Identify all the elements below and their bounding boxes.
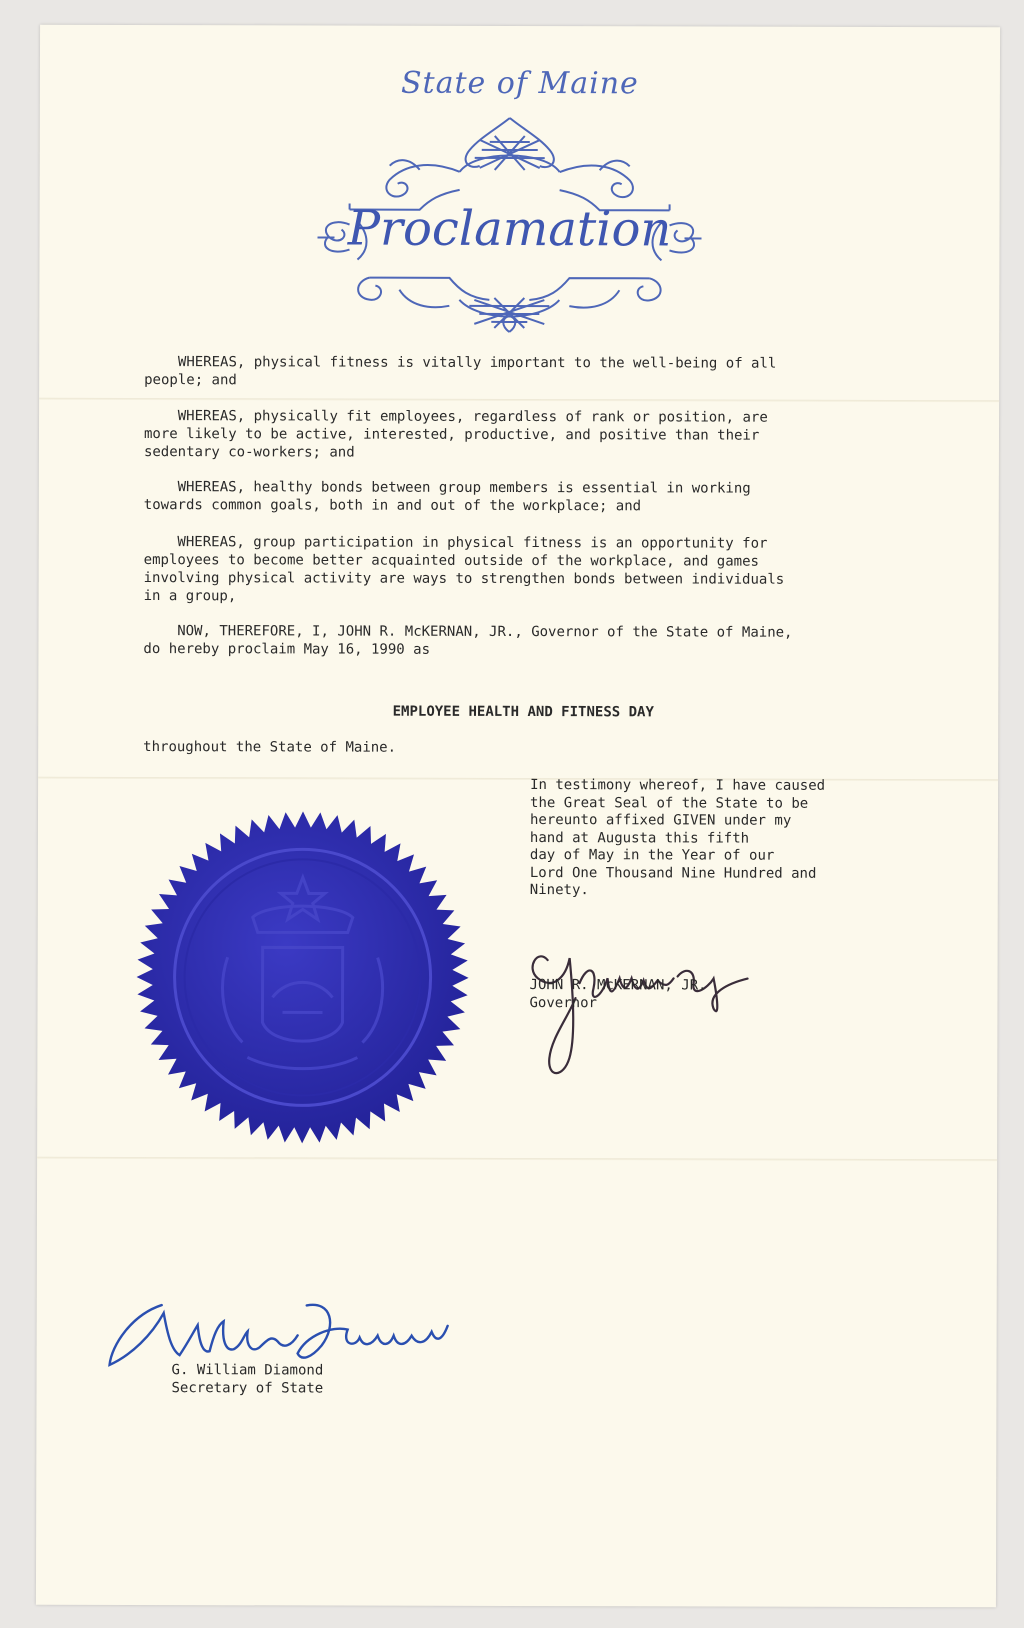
state-title: State of Maine: [400, 65, 639, 102]
testimony-paragraph: In testimony whereof, I have caused the Great Seal of the State to be hereunto affixed GIVEN under my hand at Augusta this fifth day of May in the Year of our Lord One Thousand Nine Hundred and Ninety.: [529, 777, 826, 899]
governor-title: Governor: [529, 995, 597, 1012]
closing-line: throughout the State of Maine.: [143, 739, 397, 756]
document-type-title: Proclamation: [347, 200, 672, 258]
great-seal-icon: [132, 807, 473, 1148]
whereas-paragraph: WHEREAS, physically fit employees, regardless of rank or position, are more likely to be active, interested, productive, and positive than their sedentary co-workers; and: [143, 408, 768, 461]
fold-line: [37, 1157, 997, 1162]
whereas-paragraph: WHEREAS, physical fitness is vitally important to the well-being of all people; and: [144, 354, 777, 389]
proclaimed-day: EMPLOYEE HEALTH AND FITNESS DAY: [392, 703, 654, 721]
therefore-paragraph: NOW, THEREFORE, I, JOHN R. McKERNAN, JR., Governor of the State of Maine, do hereby proclaim May 16, 1990 as: [143, 623, 793, 658]
proclamation-page: [36, 25, 1000, 1608]
fold-line: [39, 398, 999, 403]
governor-name: JOHN R. McKERNAN, JR.: [529, 977, 707, 994]
secretary-title: Secretary of State: [171, 1380, 324, 1397]
whereas-paragraph: WHEREAS, healthy bonds between group members is essential in working towards common goals, both in and out of the workplace; and: [143, 479, 751, 515]
whereas-paragraph: WHEREAS, group participation in physical fitness is an opportunity for employees to become better acquainted outside of the workplace, and games involving physical activity are ways to strengthen bonds between individuals in a group,: [143, 534, 785, 605]
secretary-name: G. William Diamond: [171, 1362, 324, 1379]
governor-block: [529, 976, 706, 1012]
secretary-block: [171, 1361, 323, 1397]
governor-signature-icon: [517, 938, 777, 1089]
